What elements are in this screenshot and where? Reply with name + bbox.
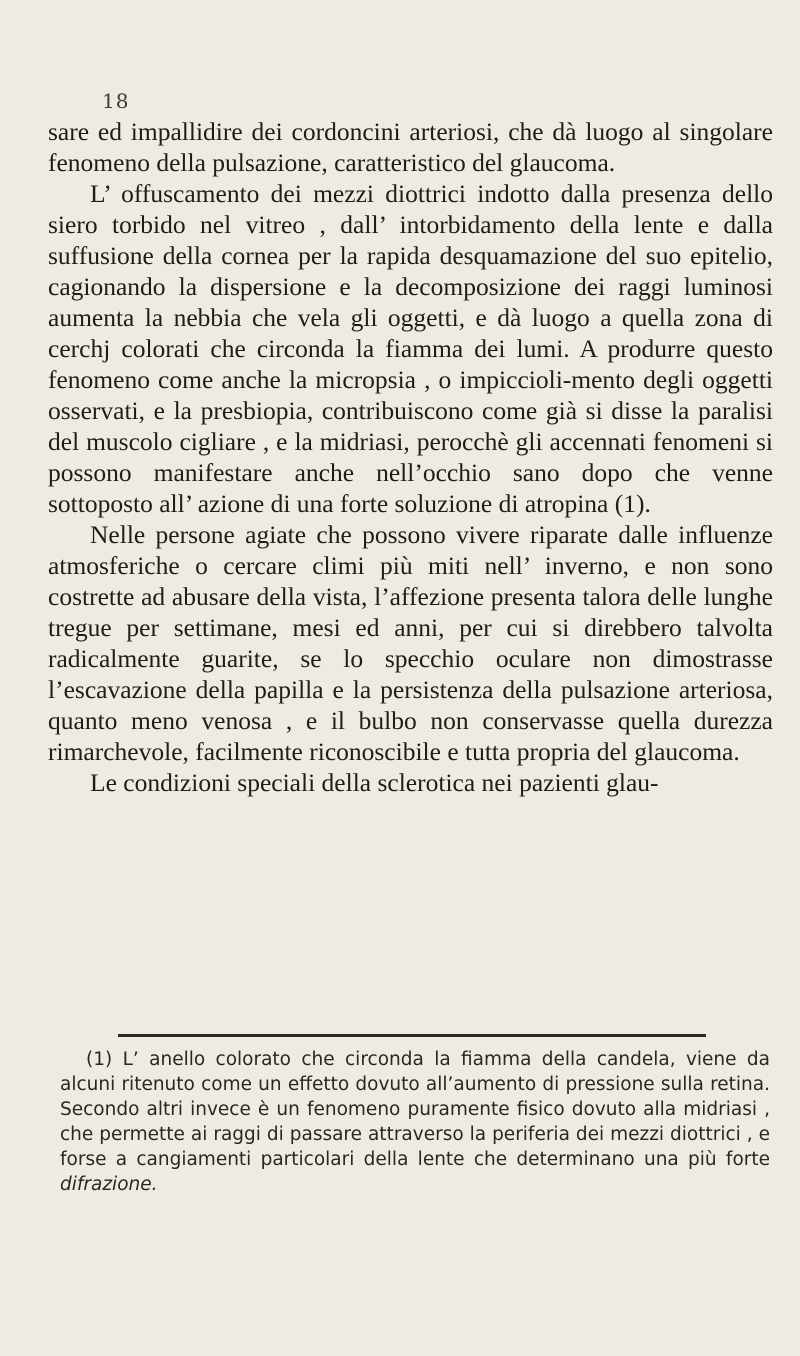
footnote-divider <box>118 1034 706 1037</box>
main-text <box>48 116 773 798</box>
page-number: 18 <box>102 89 130 113</box>
paragraph-continuation: sare ed impallidire dei cordoncini arteriosi, che dà luogo al singolare fenomeno della pulsazione, caratteristico del glaucoma. <box>48 117 773 177</box>
paragraph-condizioni: Le condizioni speciali della sclerotica nei pazienti glau- <box>90 768 659 797</box>
footnote-main-text: (1) L’ anello colorato che circonda la fiamma della candela, viene da alcuni ritenuto come un effetto dovuto all’aumento di pressione sulla retina. Secondo altri invece è un fenomeno puramente fisico dovuto alla midriasi , che permette ai raggi di passare attraverso la periferia dei mezzi diottrici , e forse a cangiamenti particolari della lente che determinano una più forte <box>60 1049 770 1170</box>
paragraph-persone-agiate: Nelle persone agiate che possono vivere riparate dalle influenze atmosferiche o cercare climi più miti nell’ inverno, e non sono costrette ad abusare della vista, l’affezione presenta talora delle lunghe tregue per settimane, mesi ed anni, per cui si direbbero talvolta radicalmente guarite, se lo specchio oculare non dimostrasse l’escavazione della papilla e la persistenza della pulsazione arteriosa, quanto meno venosa , e il bulbo non conservasse quella durezza rimarchevole, facilmente riconoscibile e tutta propria del glaucoma. <box>48 520 773 766</box>
paragraph-offuscamento: L’ offuscamento dei mezzi diottrici indotto dalla presenza dello siero torbido nel vitreo , dall’ intorbidamento della lente e dalla suffusione della cornea per la rapida desquamazione del suo epitelio, cagionando la dispersione e la decomposizione dei raggi luminosi aumenta la nebbia che vela gli oggetti, e dà luogo a quella zona di cerchj colorati che circonda la fiamma dei lumi. A produrre questo fenomeno come anche la micropsia , o impiccioli-mento degli oggetti osservati, e la presbiopia, contribuiscono come già si disse la paralisi del muscolo cigliare , e la midriasi, perocchè gli accennati fenomeni si possono manifestare anche nell’occhio sano dopo che venne sottoposto all’ azione di una forte soluzione di atropina (1). <box>48 179 773 518</box>
footnote-text <box>60 1047 770 1197</box>
footnote-italic-end: difrazione. <box>60 1174 158 1195</box>
footnote <box>60 1047 770 1197</box>
